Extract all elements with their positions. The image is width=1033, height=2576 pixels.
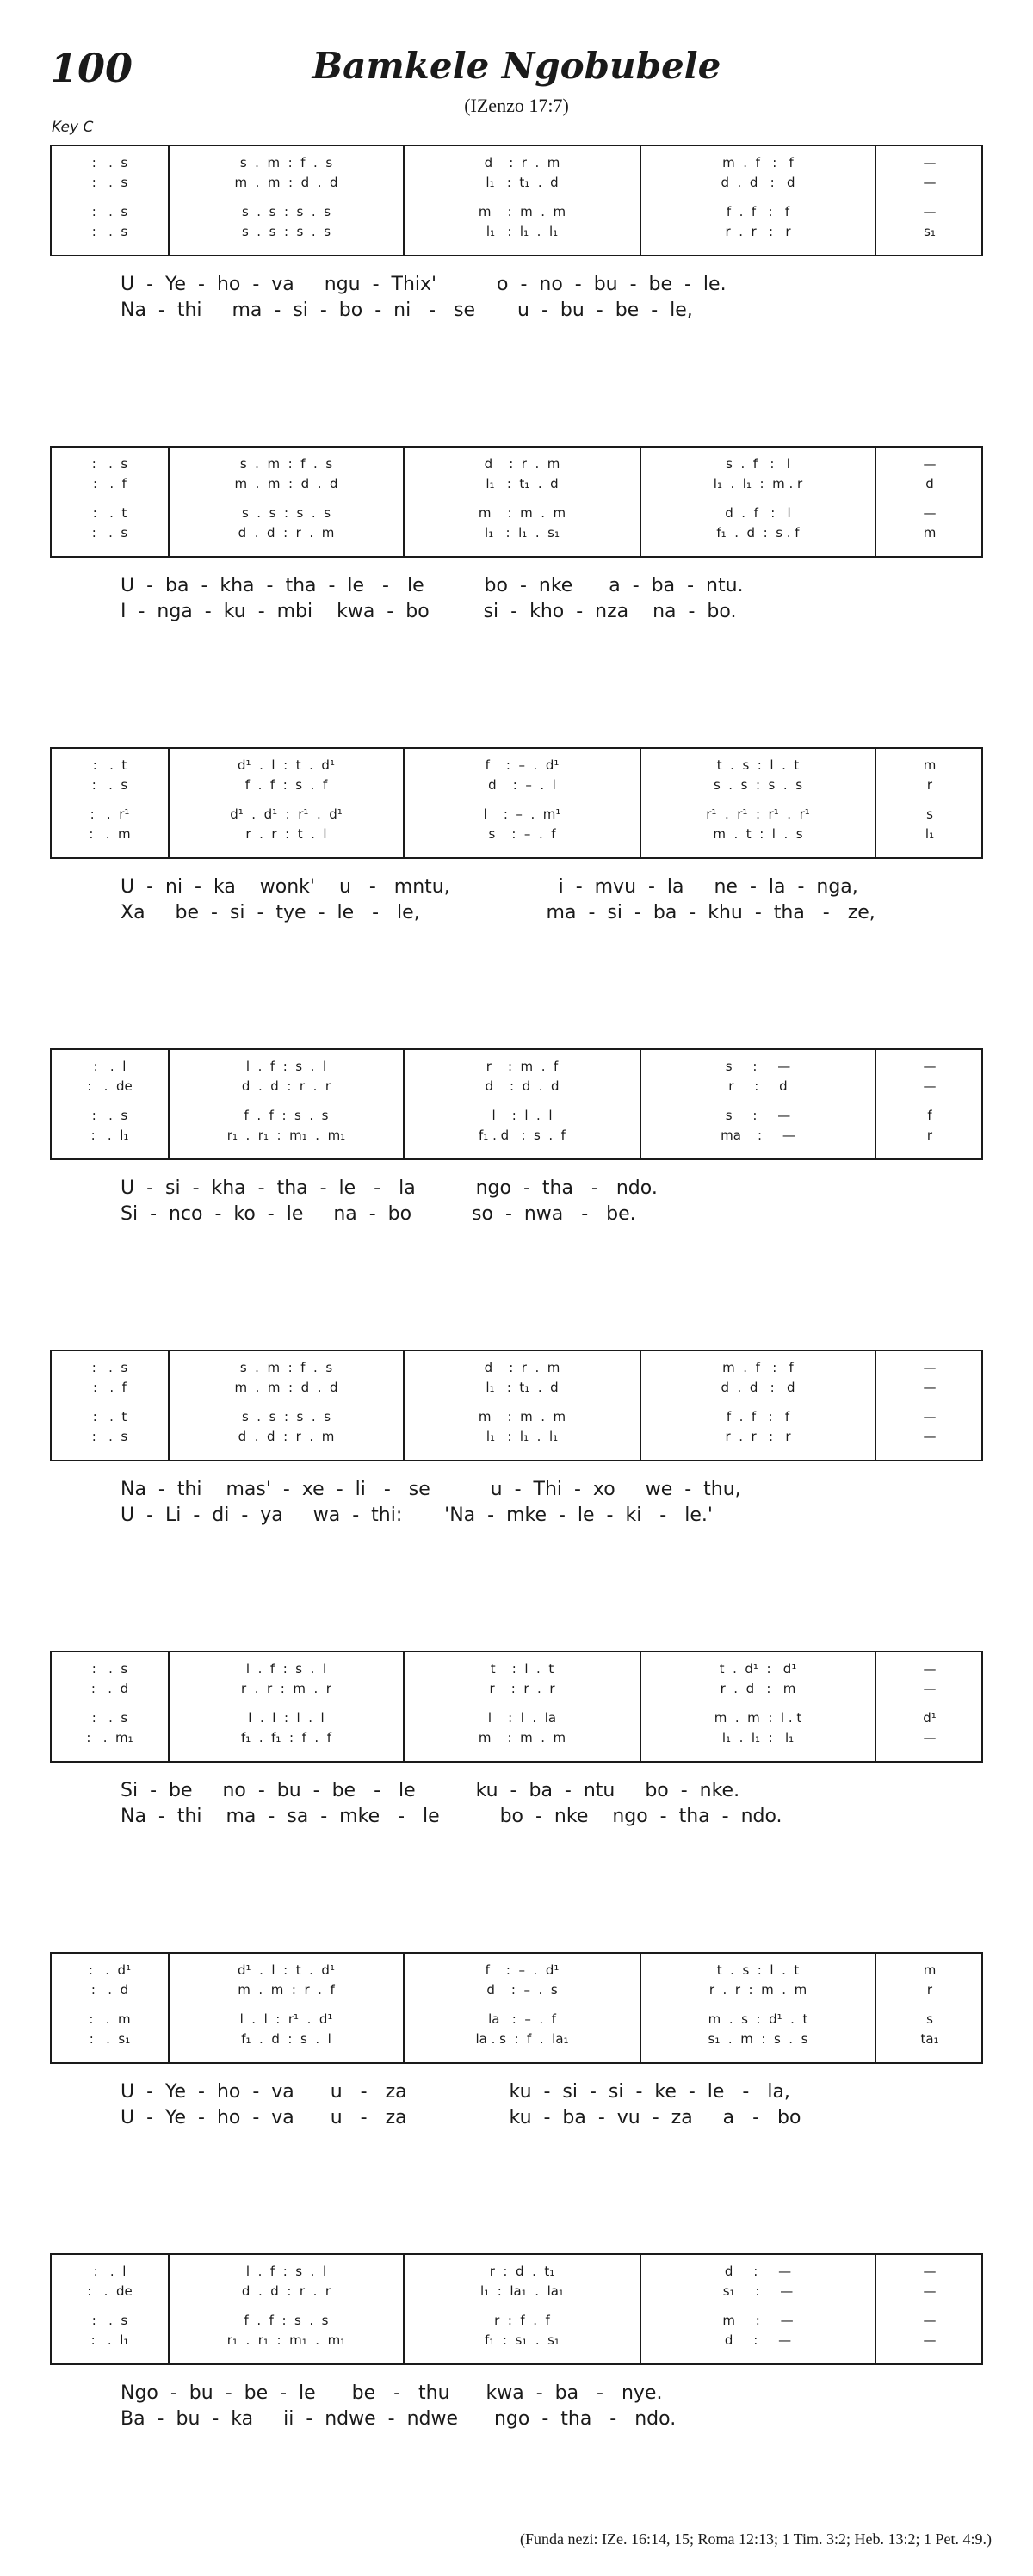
- note-cell: —: [923, 1681, 937, 1696]
- note-cell: m : m . m: [478, 204, 566, 219]
- note-cell: —: [923, 2264, 937, 2279]
- note-cell: m . m : d . d: [234, 476, 338, 491]
- note-cell: —: [923, 155, 937, 170]
- note-cell: s₁ : —: [722, 2283, 794, 2299]
- note-cell: : . t: [92, 505, 127, 521]
- note-cell: : . t: [92, 757, 127, 773]
- note-cell: d¹ . l : t . d¹: [238, 757, 335, 773]
- note-cell: : . s: [91, 175, 128, 190]
- note-cell: r: [926, 1127, 933, 1143]
- note-cell: r . r : m . m: [708, 1982, 807, 1998]
- note-cell: s . m : f . s: [239, 155, 333, 170]
- voice-row: [52, 525, 981, 541]
- note-cell: d . d : d: [721, 175, 795, 190]
- note-cell: r . r : t . l: [245, 826, 327, 842]
- voice-row: [52, 1429, 981, 1444]
- note-cell: : . d¹: [88, 1962, 132, 1978]
- lyric-line: U - Li - di - ya wa - thi: 'Na - mke - le - ki - le.': [121, 1504, 713, 1526]
- note-cell: f . f : f: [726, 1409, 790, 1424]
- voice-row: [52, 1127, 981, 1143]
- note-cell: f₁ . d : s . f: [716, 525, 800, 541]
- note-cell: r . r : r: [725, 1429, 791, 1444]
- note-cell: d : – . s: [486, 1982, 558, 1998]
- note-cell: —: [923, 1360, 937, 1375]
- note-cell: d . d : d: [721, 1380, 795, 1395]
- note-cell: l₁ : l₁ . l₁: [486, 224, 559, 239]
- note-cell: —: [923, 505, 937, 521]
- voice-row: [52, 1730, 981, 1745]
- voice-row: [52, 1710, 981, 1726]
- note-cell: : . r¹: [90, 806, 130, 822]
- scripture-reference: (IZenzo 17:7): [464, 95, 569, 116]
- note-cell: d¹ . d¹ : r¹ . d¹: [230, 806, 343, 822]
- note-cell: f . f : s . f: [244, 777, 328, 793]
- note-cell: m: [923, 757, 937, 773]
- note-cell: m : m . m: [478, 1730, 566, 1745]
- music-system: [50, 747, 983, 859]
- note-cell: : . f: [93, 476, 127, 491]
- note-cell: l₁ : l₁ . l₁: [486, 1429, 559, 1444]
- voice-row: [52, 204, 981, 219]
- note-cell: —: [923, 204, 937, 219]
- music-system: [50, 446, 983, 558]
- voice-row: [52, 2283, 981, 2299]
- note-cell: : . s₁: [89, 2031, 131, 2047]
- note-cell: l₁ : t₁ . d: [486, 476, 559, 491]
- note-cell: m . m : d . d: [234, 175, 338, 190]
- note-cell: —: [923, 175, 937, 190]
- note-cell: f₁ . d : s . f: [479, 1127, 566, 1143]
- music-system: [50, 1952, 983, 2064]
- voice-row: [52, 1360, 981, 1375]
- note-cell: s . s : s . s: [241, 224, 331, 239]
- note-cell: : . f: [93, 1380, 127, 1395]
- note-cell: s: [926, 806, 933, 822]
- lyric-line: Xa be - si - tye - le - le, ma - si - ba - khu - tha - ze,: [121, 902, 875, 924]
- note-cell: s . s : s . s: [241, 505, 331, 521]
- note-cell: s : —: [725, 1059, 791, 1074]
- note-cell: : . s: [91, 2313, 128, 2328]
- note-cell: —: [923, 2283, 937, 2299]
- note-cell: m . f : f: [722, 1360, 794, 1375]
- note-cell: : . s: [91, 1429, 128, 1444]
- note-cell: m : m . m: [478, 1409, 566, 1424]
- lyric-line: Si - nco - ko - le na - bo so - nwa - be.: [121, 1203, 636, 1225]
- note-cell: : . s: [91, 204, 128, 219]
- note-cell: f₁ . d : s . l: [241, 2031, 331, 2047]
- note-cell: r₁ . r₁ : m₁ . m₁: [226, 1127, 346, 1143]
- note-cell: l : l . la: [487, 1710, 557, 1726]
- note-cell: : . s: [91, 456, 128, 472]
- note-cell: m . m : d . d: [234, 1380, 338, 1395]
- voice-row: [52, 777, 981, 793]
- footer-references: (Funda nezi: IZe. 16:14, 15; Roma 12:13; 1 Tim. 3:2; Heb. 13:2; 1 Pet. 4:9.): [520, 2530, 992, 2548]
- note-cell: d : r . m: [484, 456, 560, 472]
- note-cell: : . s: [91, 155, 128, 170]
- hymn-title: Bamkele Ngobubele: [312, 45, 721, 87]
- note-cell: : . de: [87, 2283, 133, 2299]
- note-cell: m : —: [722, 2313, 794, 2328]
- note-cell: d : —: [724, 2264, 792, 2279]
- note-cell: d . d : r . m: [238, 1429, 335, 1444]
- note-cell: —: [923, 1429, 937, 1444]
- voice-row: [52, 2011, 981, 2027]
- voice-row: [52, 1059, 981, 1074]
- note-cell: : . s: [91, 224, 128, 239]
- note-cell: l₁ . l₁ : m . r: [713, 476, 803, 491]
- note-cell: —: [923, 2332, 937, 2348]
- note-cell: f . f : f: [726, 204, 790, 219]
- note-cell: : . s: [91, 1710, 128, 1726]
- note-cell: l . l : r¹ . d¹: [239, 2011, 333, 2027]
- note-cell: l . f : s . l: [245, 2264, 327, 2279]
- voice-row: [52, 757, 981, 773]
- note-cell: r : d: [728, 1078, 788, 1094]
- note-cell: —: [923, 2313, 937, 2328]
- note-cell: la . s : f . la₁: [475, 2031, 569, 2047]
- lyric-line: Ba - bu - ka ii - ndwe - ndwe ngo - tha - ndo.: [121, 2408, 677, 2430]
- note-cell: l : l . l: [492, 1108, 553, 1123]
- note-cell: d : r . m: [484, 155, 560, 170]
- note-cell: —: [923, 1730, 937, 1745]
- note-cell: : . d: [90, 1681, 129, 1696]
- voice-row: [52, 1962, 981, 1978]
- note-cell: r: [926, 777, 933, 793]
- note-cell: l₁ . l₁ : l₁: [721, 1730, 795, 1745]
- voice-row: [52, 1108, 981, 1123]
- lyric-line: I - nga - ku - mbi kwa - bo si - kho - nza na - bo.: [121, 601, 737, 622]
- note-cell: s: [926, 2011, 933, 2027]
- note-cell: d . f : l: [725, 505, 791, 521]
- note-cell: d . d : r . r: [241, 1078, 331, 1094]
- lyric-line: Ngo - bu - be - le be - thu kwa - ba - nye.: [121, 2382, 663, 2404]
- note-cell: r₁ . r₁ : m₁ . m₁: [226, 2332, 346, 2348]
- note-cell: d . d : r . r: [241, 2283, 331, 2299]
- note-cell: d : —: [724, 2332, 792, 2348]
- voice-row: [52, 2031, 981, 2047]
- note-cell: d¹: [923, 1710, 937, 1726]
- note-cell: : . s: [91, 525, 128, 541]
- note-cell: d : r . m: [484, 1360, 560, 1375]
- lyric-line: U - si - kha - tha - le - la ngo - tha - ndo.: [121, 1177, 658, 1199]
- voice-row: [52, 2264, 981, 2279]
- music-system: [50, 1350, 983, 1461]
- note-cell: r : d . t₁: [489, 2264, 555, 2279]
- note-cell: s . m : f . s: [239, 1360, 333, 1375]
- note-cell: f . f : s . s: [244, 1108, 329, 1123]
- note-cell: d: [925, 476, 934, 491]
- note-cell: —: [923, 1059, 937, 1074]
- note-cell: r: [926, 1982, 933, 1998]
- voice-row: [52, 806, 981, 822]
- note-cell: : . de: [87, 1078, 133, 1094]
- voice-row: [52, 175, 981, 190]
- note-cell: ta₁: [920, 2031, 939, 2047]
- note-cell: : . s: [91, 1108, 128, 1123]
- note-cell: : . d: [90, 1982, 129, 1998]
- note-cell: d . d : r . m: [238, 525, 335, 541]
- note-cell: m . s : d¹ . t: [708, 2011, 808, 2027]
- voice-row: [52, 1078, 981, 1094]
- note-cell: r : r . r: [489, 1681, 555, 1696]
- note-cell: m: [923, 1962, 937, 1978]
- note-cell: m . m : l . t: [714, 1710, 802, 1726]
- note-cell: s . s : s . s: [713, 777, 803, 793]
- voice-row: [52, 826, 981, 842]
- note-cell: : . s: [91, 1661, 128, 1677]
- voice-row: [52, 505, 981, 521]
- note-cell: l₁ : l₁ . s₁: [485, 525, 560, 541]
- note-cell: d : d . d: [485, 1078, 560, 1094]
- note-cell: s . f : l: [726, 456, 790, 472]
- note-cell: —: [923, 1409, 937, 1424]
- note-cell: l : – . m¹: [483, 806, 561, 822]
- note-cell: f : – . d¹: [485, 1962, 560, 1978]
- lyric-line: Na - thi mas' - xe - li - se u - Thi - xo we - thu,: [121, 1479, 741, 1500]
- lyric-line: U - Ye - ho - va ngu - Thix' o - no - bu - be - le.: [121, 274, 727, 295]
- note-cell: : . l: [93, 2264, 127, 2279]
- note-cell: f: [927, 1108, 932, 1123]
- lyric-line: U - ni - ka wonk' u - mntu, i - mvu - la ne - la - nga,: [121, 876, 858, 898]
- music-system: [50, 145, 983, 256]
- note-cell: l . l : l . l: [248, 1710, 325, 1726]
- key-label: Key C: [52, 119, 94, 136]
- note-cell: : . l₁: [90, 2332, 129, 2348]
- note-cell: t . s : l . t: [716, 757, 800, 773]
- note-cell: : . t: [92, 1409, 127, 1424]
- voice-row: [52, 1409, 981, 1424]
- note-cell: t . d¹ : d¹: [719, 1661, 797, 1677]
- lyric-line: U - Ye - ho - va u - za ku - ba - vu - za a - bo: [121, 2107, 801, 2128]
- note-cell: m . m : r . f: [238, 1982, 335, 1998]
- note-cell: —: [923, 1661, 937, 1677]
- voice-row: [52, 1380, 981, 1395]
- note-cell: f . f : s . s: [244, 2313, 329, 2328]
- note-cell: s₁ . m : s . s: [708, 2031, 808, 2047]
- note-cell: f₁ : s₁ . s₁: [485, 2332, 560, 2348]
- note-cell: r . r : m . r: [241, 1681, 331, 1696]
- note-cell: m . t : l . s: [713, 826, 803, 842]
- voice-row: [52, 224, 981, 239]
- note-cell: l₁ : la₁ . la₁: [480, 2283, 564, 2299]
- lyric-line: Si - be no - bu - be - le ku - ba - ntu bo - nke.: [121, 1780, 740, 1801]
- note-cell: : . m: [89, 2011, 131, 2027]
- voice-row: [52, 476, 981, 491]
- note-cell: t . s : l . t: [716, 1962, 800, 1978]
- note-cell: s . s : s . s: [241, 1409, 331, 1424]
- note-cell: l₁ : t₁ . d: [486, 1380, 559, 1395]
- note-cell: s . m : f . s: [239, 456, 333, 472]
- voice-row: [52, 1661, 981, 1677]
- note-cell: l . f : s . l: [245, 1661, 327, 1677]
- note-cell: ma : —: [721, 1127, 795, 1143]
- note-cell: f₁ . f₁ : f . f: [241, 1730, 331, 1745]
- note-cell: —: [923, 1078, 937, 1094]
- note-cell: s . s : s . s: [241, 204, 331, 219]
- note-cell: l . f : s . l: [245, 1059, 327, 1074]
- note-cell: r : m . f: [486, 1059, 559, 1074]
- note-cell: m : m . m: [478, 505, 566, 521]
- lyric-line: U - Ye - ho - va u - za ku - si - si - ke - le - la,: [121, 2081, 790, 2103]
- note-cell: la : – . f: [488, 2011, 556, 2027]
- note-cell: : . s: [91, 777, 128, 793]
- note-cell: m . f : f: [722, 155, 794, 170]
- hymn-number: 100: [50, 45, 133, 91]
- voice-row: [52, 1681, 981, 1696]
- lyric-line: Na - thi ma - sa - mke - le bo - nke ngo - tha - ndo.: [121, 1806, 782, 1827]
- note-cell: r : f . f: [494, 2313, 550, 2328]
- note-cell: d : – . l: [488, 777, 556, 793]
- note-cell: l₁: [925, 826, 935, 842]
- note-cell: : . s: [91, 1360, 128, 1375]
- note-cell: t : l . t: [490, 1661, 554, 1677]
- voice-row: [52, 155, 981, 170]
- note-cell: d¹ . l : t . d¹: [238, 1962, 335, 1978]
- note-cell: s₁: [924, 224, 936, 239]
- voice-row: [52, 456, 981, 472]
- note-cell: —: [923, 456, 937, 472]
- note-cell: s : – . f: [488, 826, 556, 842]
- music-system: [50, 1048, 983, 1160]
- note-cell: r¹ . r¹ : r¹ . r¹: [706, 806, 810, 822]
- voice-row: [52, 2332, 981, 2348]
- note-cell: s : —: [725, 1108, 791, 1123]
- voice-row: [52, 1982, 981, 1998]
- lyric-line: U - ba - kha - tha - le - le bo - nke a - ba - ntu.: [121, 575, 744, 596]
- note-cell: l₁ : t₁ . d: [486, 175, 559, 190]
- music-system: [50, 2253, 983, 2365]
- note-cell: r . d : m: [720, 1681, 796, 1696]
- note-cell: f : – . d¹: [485, 757, 560, 773]
- note-cell: r . r : r: [725, 224, 791, 239]
- note-cell: : . m: [89, 826, 131, 842]
- music-system: [50, 1651, 983, 1763]
- voice-row: [52, 2313, 981, 2328]
- note-cell: : . l: [93, 1059, 127, 1074]
- note-cell: m: [923, 525, 937, 541]
- lyric-line: Na - thi ma - si - bo - ni - se u - bu - be - le,: [121, 300, 693, 321]
- note-cell: : . l₁: [90, 1127, 129, 1143]
- note-cell: —: [923, 1380, 937, 1395]
- note-cell: : . m₁: [86, 1730, 133, 1745]
